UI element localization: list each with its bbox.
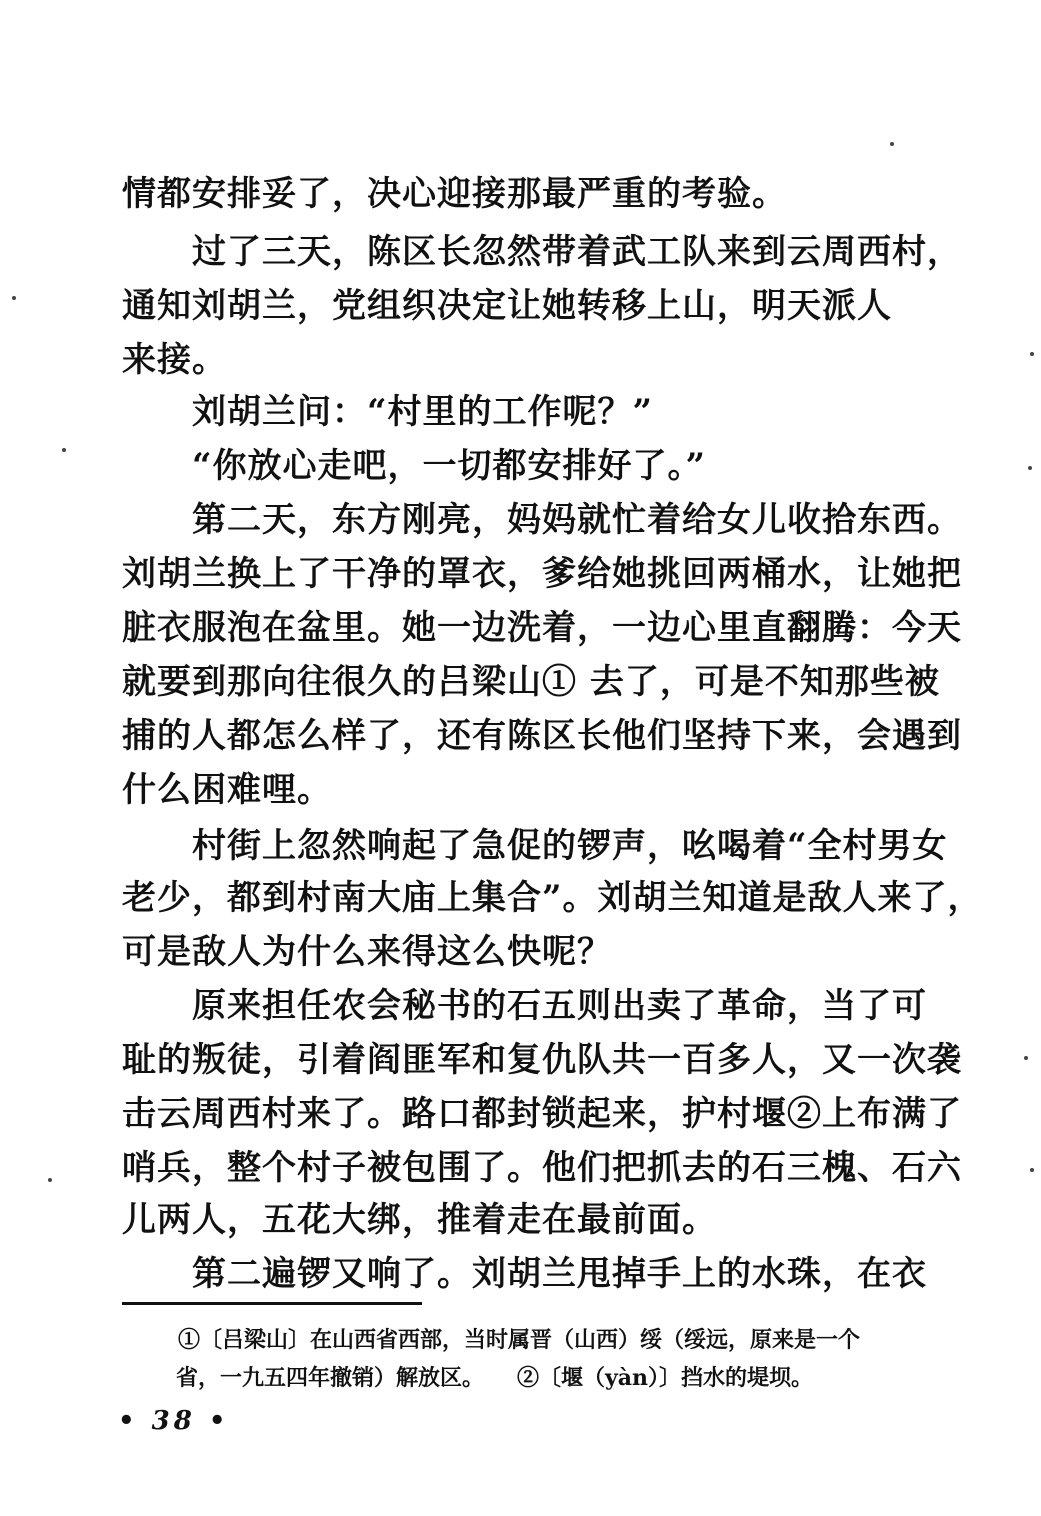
text-line: 情都安排妥了，决心迎接那最严重的考验。 <box>122 174 787 214</box>
text-line: 村街上忽然响起了急促的锣声，吆喝着“全村男女 <box>192 826 948 866</box>
scan-speck <box>890 142 894 146</box>
text-line: 击云周西村来了。路口都封锁起来，护村堰②上布满了 <box>122 1094 962 1134</box>
text-line: 耻的叛徒，引着阎匪军和复仇队共一百多人，又一次袭 <box>122 1040 962 1080</box>
scan-speck <box>1030 352 1034 356</box>
scan-speck <box>1024 1056 1028 1060</box>
text-line: 过了三天，陈区长忽然带着武工队来到云周西村， <box>192 232 962 272</box>
footnote-divider <box>122 1302 422 1305</box>
scan-speck <box>1030 1168 1034 1172</box>
text-line: 来接。 <box>122 340 227 380</box>
text-line: 通知刘胡兰，党组织决定让她转移上山，明天派人 <box>122 286 892 326</box>
text-line: 哨兵，整个村子被包围了。他们把抓去的石三槐、石六 <box>122 1148 962 1188</box>
text-line: 就要到那向往很久的吕梁山① 去了，可是不知那些被 <box>122 662 940 702</box>
text-line: 原来担任农会秘书的石五则出卖了革命，当了可 <box>192 986 927 1026</box>
footnote-line: 省，一九五四年撤销）解放区。 ②〔堰（yàn）〕挡水的堤坝。 <box>176 1365 814 1391</box>
text-line: 第二天，东方刚亮，妈妈就忙着给女儿收拾东西。 <box>192 500 962 540</box>
text-line: 脏衣服泡在盆里。她一边洗着，一边心里直翻腾：今天 <box>122 608 962 648</box>
scan-speck <box>12 296 16 300</box>
scan-speck <box>48 1178 52 1182</box>
footnote-line: ①〔吕梁山〕在山西省西部，当时属晋（山西）绥（绥远，原来是一个 <box>178 1327 861 1353</box>
scan-speck <box>62 448 66 452</box>
text-line: 老少，都到村南大庙上集合”。刘胡兰知道是敌人来了， <box>122 878 983 918</box>
text-line: 捕的人都怎么样了，还有陈区长他们坚持下来，会遇到 <box>122 716 962 756</box>
text-line: 刘胡兰问：“村里的工作呢？” <box>192 392 654 432</box>
text-line: 什么困难哩。 <box>122 770 332 810</box>
text-line: 刘胡兰换上了干净的罩衣，爹给她挑回两桶水，让她把 <box>122 554 962 594</box>
text-line: “你放心走吧，一切都安排好了。” <box>192 446 707 486</box>
scan-speck <box>1028 466 1032 470</box>
text-line: 儿两人，五花大绑，推着走在最前面。 <box>122 1200 717 1240</box>
text-line: 可是敌人为什么来得这么快呢？ <box>122 932 612 972</box>
text-line: 第二遍锣又响了。刘胡兰甩掉手上的水珠，在衣 <box>192 1254 927 1294</box>
page-number: • 38 • <box>118 1406 230 1436</box>
